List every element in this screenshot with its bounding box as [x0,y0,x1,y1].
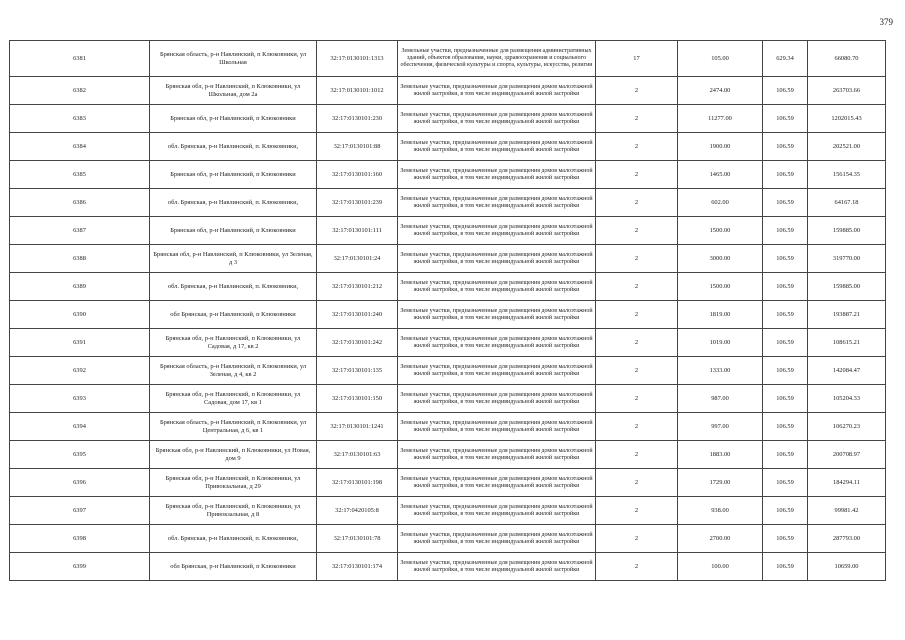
land-purpose-cell: Земельные участки, предназначенные для размещения домов малоэтажной жилой застройки, в том числе индивидуальной жилой застройки [398,77,596,105]
cadastral-value-cell: 193887.21 [808,301,886,329]
area-cell: 1500.00 [678,273,763,301]
group-number-cell: 2 [596,469,678,497]
rate-cell: 106.59 [763,273,808,301]
group-number-cell: 2 [596,161,678,189]
group-number-cell: 2 [596,105,678,133]
cadastral-value-cell: 319770.00 [808,245,886,273]
rate-cell: 106.59 [763,245,808,273]
rate-cell: 106.59 [763,189,808,217]
address-cell: обл. Брянская, р-н Навлинский, п. Клюковники, [150,189,317,217]
table-row [10,245,886,273]
cadastral-value-cell: 106270.23 [808,413,886,441]
cadastral-value-cell: 108615.21 [808,329,886,357]
row-number: 6381 [10,41,150,77]
cadastral-number-cell: 32:17:0130101:240 [317,301,398,329]
cadastral-number-cell: 32:17:0130101:230 [317,105,398,133]
row-number: 6395 [10,441,150,469]
rate-cell: 106.59 [763,217,808,245]
cadastral-value-cell: 200708.97 [808,441,886,469]
table-row [10,77,886,105]
rate-cell: 106.59 [763,329,808,357]
address-cell: Брянская обл, р-н Навлинский, п Клюковники, ул Садовая, д 17, кв 2 [150,329,317,357]
area-cell: 1333.00 [678,357,763,385]
address-cell: Брянская обл, р-н Навлинский, п Клюковники, ул Школьная, дом 2а [150,77,317,105]
land-purpose-cell: Земельные участки, предназначенные для размещения домов малоэтажной жилой застройки, в том числе индивидуальной жилой застройки [398,525,596,553]
row-number: 6384 [10,133,150,161]
rate-cell: 106.59 [763,357,808,385]
area-cell: 938.00 [678,497,763,525]
row-number: 6390 [10,301,150,329]
row-number: 6393 [10,385,150,413]
table-row [10,329,886,357]
table-row [10,525,886,553]
table-row [10,553,886,581]
group-number-cell: 2 [596,413,678,441]
cadastral-number-cell: 32:17:0130101:242 [317,329,398,357]
group-number-cell: 17 [596,41,678,77]
area-cell: 602.00 [678,189,763,217]
table-row [10,189,886,217]
rate-cell: 106.59 [763,441,808,469]
area-cell: 987.00 [678,385,763,413]
cadastral-value-cell: 263703.66 [808,77,886,105]
area-cell: 1883.00 [678,441,763,469]
address-cell: Брянская область, р-н Навлинский, п Клюковники, ул Центральная, д 6, кв 1 [150,413,317,441]
rate-cell: 106.59 [763,553,808,581]
land-purpose-cell: Земельные участки, предназначенные для размещения домов малоэтажной жилой застройки, в том числе индивидуальной жилой застройки [398,357,596,385]
cadastral-number-cell: 32:17:0130101:160 [317,161,398,189]
address-cell: Брянская область, р-н Навлинский, п Клюковники, ул Зеленая, д 4, кв 2 [150,357,317,385]
cadastral-value-cell: 1202015.43 [808,105,886,133]
rate-cell: 106.59 [763,413,808,441]
address-cell: Брянская обл, р-н Навлинский, п Клюковники, ул Привокзальная, д 8 [150,497,317,525]
table-row [10,133,886,161]
cadastral-number-cell: 32:17:0130101:239 [317,189,398,217]
cadastral-value-cell: 159885.00 [808,273,886,301]
address-cell: обл. Брянская, р-н Навлинский, п. Клюковники, [150,525,317,553]
row-number: 6394 [10,413,150,441]
land-purpose-cell: Земельные участки, предназначенные для размещения домов малоэтажной жилой застройки, в том числе индивидуальной жилой застройки [398,301,596,329]
cadastral-value-cell: 156154.35 [808,161,886,189]
address-cell: Брянская обл, р-н Навлинский, п Клюковники [150,105,317,133]
group-number-cell: 2 [596,385,678,413]
area-cell: 1819.00 [678,301,763,329]
area-cell: 11277.00 [678,105,763,133]
cadastral-value-cell: 142084.47 [808,357,886,385]
row-number: 6386 [10,189,150,217]
land-purpose-cell: Земельные участки, предназначенные для размещения домов малоэтажной жилой застройки, в том числе индивидуальной жилой застройки [398,385,596,413]
land-purpose-cell: Земельные участки, предназначенные для размещения домов малоэтажной жилой застройки, в том числе индивидуальной жилой застройки [398,553,596,581]
land-purpose-cell: Земельные участки, предназначенные для размещения домов малоэтажной жилой застройки, в том числе индивидуальной жилой застройки [398,245,596,273]
row-number: 6387 [10,217,150,245]
cadastral-number-cell: 32:17:0130101:63 [317,441,398,469]
table-row [10,357,886,385]
address-cell: обл. Брянская, р-н Навлинский, п. Клюковники, [150,133,317,161]
row-number: 6399 [10,553,150,581]
land-purpose-cell: Земельные участки, предназначенные для размещения домов малоэтажной жилой застройки, в том числе индивидуальной жилой застройки [398,329,596,357]
cadastral-value-cell: 66080.70 [808,41,886,77]
cadastral-value-cell: 202521.00 [808,133,886,161]
area-cell: 100.00 [678,553,763,581]
cadastral-number-cell: 32:17:0130101:1241 [317,413,398,441]
cadastral-value-cell: 105204.33 [808,385,886,413]
row-number: 6398 [10,525,150,553]
row-number: 6389 [10,273,150,301]
cadastral-value-cell: 10659.00 [808,553,886,581]
land-purpose-cell: Земельные участки, предназначенные для размещения домов малоэтажной жилой застройки, в том числе индивидуальной жилой застройки [398,161,596,189]
area-cell: 2700.00 [678,525,763,553]
cadastral-number-cell: 32:17:0130101:1012 [317,77,398,105]
table-row [10,441,886,469]
group-number-cell: 2 [596,357,678,385]
cadastral-number-cell: 32:17:0130101:150 [317,385,398,413]
row-number: 6397 [10,497,150,525]
table-row [10,273,886,301]
group-number-cell: 2 [596,189,678,217]
row-number: 6383 [10,105,150,133]
address-cell: Брянская обл, р-н Навлинский, п Клюковники, ул Новая, дом 9 [150,441,317,469]
table-row [10,301,886,329]
row-number: 6392 [10,357,150,385]
row-number: 6391 [10,329,150,357]
cadastral-number-cell: 32:17:0130101:111 [317,217,398,245]
land-purpose-cell: Земельные участки, предназначенные для размещения административных зданий, объектов образования, науки, здравоохранения и социального обеспечения, физической культуры и спорта, культуры, искусства, религии [398,41,596,77]
address-cell: Брянская область, р-н Навлинский, п Клюковники, ул Школьная [150,41,317,77]
group-number-cell: 2 [596,133,678,161]
group-number-cell: 2 [596,77,678,105]
land-purpose-cell: Земельные участки, предназначенные для размещения домов малоэтажной жилой застройки, в том числе индивидуальной жилой застройки [398,497,596,525]
address-cell: Брянская обл, р-н Навлинский, п Клюковники [150,161,317,189]
rate-cell: 106.59 [763,497,808,525]
area-cell: 105.00 [678,41,763,77]
group-number-cell: 2 [596,245,678,273]
address-cell: Брянская обл, р-н Навлинский, п Клюковники, ул Привокзальная, д 29 [150,469,317,497]
land-purpose-cell: Земельные участки, предназначенные для размещения домов малоэтажной жилой застройки, в том числе индивидуальной жилой застройки [398,413,596,441]
row-number: 6382 [10,77,150,105]
group-number-cell: 2 [596,217,678,245]
group-number-cell: 2 [596,525,678,553]
cadastral-number-cell: 32:17:0130101:88 [317,133,398,161]
area-cell: 1900.00 [678,133,763,161]
cadastral-value-cell: 287793.00 [808,525,886,553]
table-row [10,217,886,245]
area-cell: 2474.00 [678,77,763,105]
row-number: 6388 [10,245,150,273]
land-purpose-cell: Земельные участки, предназначенные для размещения домов малоэтажной жилой застройки, в том числе индивидуальной жилой застройки [398,189,596,217]
area-cell: 1500.00 [678,217,763,245]
area-cell: 3000.00 [678,245,763,273]
cadastral-number-cell: 32:17:0130101:198 [317,469,398,497]
table-row [10,413,886,441]
address-cell: Брянская обл, р-н Навлинский, п Клюковники, ул Зеленая, д 3 [150,245,317,273]
cadastral-number-cell: 32:17:0130101:24 [317,245,398,273]
cadastral-number-cell: 32:17:0130101:135 [317,357,398,385]
rate-cell: 106.59 [763,385,808,413]
rate-cell: 106.59 [763,133,808,161]
group-number-cell: 2 [596,301,678,329]
area-cell: 1465.00 [678,161,763,189]
address-cell: Брянская обл, р-н Навлинский, п Клюковники [150,217,317,245]
cadastral-number-cell: 32:17:0130101:212 [317,273,398,301]
cadastral-number-cell: 32:17:0130101:78 [317,525,398,553]
cadastral-table [9,40,886,581]
cadastral-value-cell: 64167.18 [808,189,886,217]
group-number-cell: 2 [596,441,678,469]
table-row [10,385,886,413]
row-number: 6385 [10,161,150,189]
row-number: 6396 [10,469,150,497]
table-row [10,41,886,77]
group-number-cell: 2 [596,553,678,581]
group-number-cell: 2 [596,497,678,525]
address-cell: Брянская обл, р-н Навлинский, п Клюковники, ул Садовая, дом 17, кв 1 [150,385,317,413]
rate-cell: 106.59 [763,77,808,105]
table-row [10,105,886,133]
group-number-cell: 2 [596,329,678,357]
cadastral-value-cell: 99981.42 [808,497,886,525]
land-purpose-cell: Земельные участки, предназначенные для размещения домов малоэтажной жилой застройки, в том числе индивидуальной жилой застройки [398,133,596,161]
address-cell: обл Брянская, р-н Навлинский, п Клюковники [150,553,317,581]
page-number: 379 [879,17,893,27]
area-cell: 1729.00 [678,469,763,497]
rate-cell: 106.59 [763,525,808,553]
rate-cell: 629.34 [763,41,808,77]
rate-cell: 106.59 [763,105,808,133]
area-cell: 997.00 [678,413,763,441]
cadastral-number-cell: 32:17:0130101:1313 [317,41,398,77]
cadastral-value-cell: 184294.11 [808,469,886,497]
land-purpose-cell: Земельные участки, предназначенные для размещения домов малоэтажной жилой застройки, в том числе индивидуальной жилой застройки [398,469,596,497]
land-purpose-cell: Земельные участки, предназначенные для размещения домов малоэтажной жилой застройки, в том числе индивидуальной жилой застройки [398,105,596,133]
cadastral-number-cell: 32:17:0420105:8 [317,497,398,525]
address-cell: обл. Брянская, р-н Навлинский, п. Клюковники, [150,273,317,301]
rate-cell: 106.59 [763,161,808,189]
area-cell: 1019.00 [678,329,763,357]
address-cell: обл Брянская, р-н Навлинский, п Клюковники [150,301,317,329]
land-purpose-cell: Земельные участки, предназначенные для размещения домов малоэтажной жилой застройки, в том числе индивидуальной жилой застройки [398,441,596,469]
table-row [10,497,886,525]
rate-cell: 106.59 [763,469,808,497]
table-row [10,161,886,189]
cadastral-number-cell: 32:17:0130101:174 [317,553,398,581]
table-row [10,469,886,497]
rate-cell: 106.59 [763,301,808,329]
land-purpose-cell: Земельные участки, предназначенные для размещения домов малоэтажной жилой застройки, в том числе индивидуальной жилой застройки [398,273,596,301]
land-purpose-cell: Земельные участки, предназначенные для размещения домов малоэтажной жилой застройки, в том числе индивидуальной жилой застройки [398,217,596,245]
group-number-cell: 2 [596,273,678,301]
cadastral-value-cell: 159885.00 [808,217,886,245]
